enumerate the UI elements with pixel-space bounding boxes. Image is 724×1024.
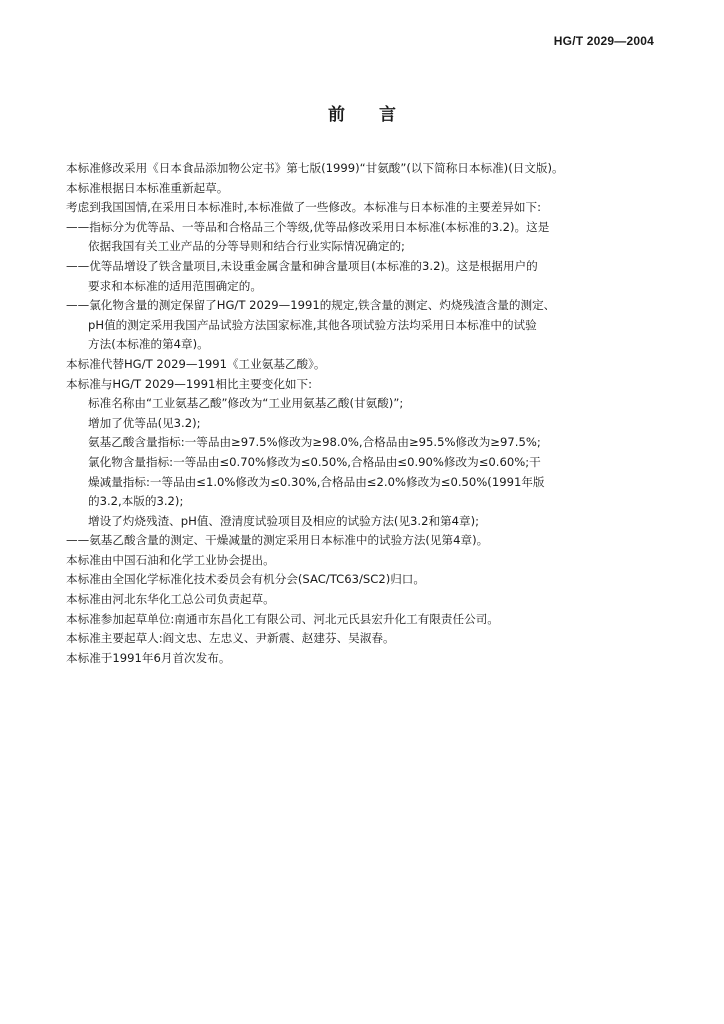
title-char-1: 前 <box>328 105 345 125</box>
title-char-2: 言 <box>379 105 396 125</box>
list-item-line: ——指标分为优等品、一等品和合格品三个等级,优等品修改采用日本标准(本标准的3.2)。这是 <box>66 219 550 234</box>
standard-code: HG/T 2029—2004 <box>553 34 654 48</box>
preface-body <box>66 159 666 668</box>
paragraph-line: 本标准由中国石油和化学工业协会提出。 <box>66 552 275 567</box>
list-item-line: ——氨基乙酸含量的测定、干燥减量的测定采用日本标准中的试验方法(见第4章)。 <box>66 533 489 548</box>
page-title <box>0 100 724 125</box>
paragraph-line: 本标准参加起草单位:南通市东昌化工有限公司、河北元氏县宏升化工有限责任公司。 <box>66 611 499 626</box>
change-item-continuation: 的3.2,本版的3.2); <box>88 494 184 509</box>
paragraph-line: 本标准由全国化学标准化技术委员会有机分会(SAC/TC63/SC2)归口。 <box>66 572 425 587</box>
change-item-continuation: 燥减量指标:一等品由≤1.0%修改为≤0.30%,合格品由≤2.0%修改为≤0.50%(1991年版 <box>88 474 545 489</box>
list-item-line: ——氯化物含量的测定保留了HG/T 2029—1991的规定,铁含量的测定、灼烧残渣含量的测定、 <box>66 298 556 313</box>
list-item-line: ——优等品增设了铁含量项目,未设重金属含量和砷含量项目(本标准的3.2)。这是根据用户的 <box>66 258 538 273</box>
paragraph-line: 本标准主要起草人:阎文忠、左忠义、尹新震、赵建芬、吴淑春。 <box>66 631 395 646</box>
list-item-continuation: 要求和本标准的适用范围确定的。 <box>88 278 262 293</box>
paragraph-line: 考虑到我国国情,在采用日本标准时,本标准做了一些修改。本标准与日本标准的主要差异如下: <box>66 200 542 215</box>
list-item-continuation: pH值的测定采用我国产品试验方法国家标准,其他各项试验方法均采用日本标准中的试验 <box>88 317 537 332</box>
change-item-line: 标准名称由“工业氨基乙酸”修改为“工业用氨基乙酸(甘氨酸)”; <box>88 396 404 411</box>
change-item-line: 氨基乙酸含量指标:一等品由≥97.5%修改为≥98.0%,合格品由≥95.5%修改为≥97.5%; <box>88 435 541 450</box>
paragraph-line: 本标准根据日本标准重新起草。 <box>66 180 229 195</box>
paragraph-line: 本标准由河北东华化工总公司负责起草。 <box>66 592 275 607</box>
change-item-line: 增设了灼烧残渣、pH值、澄清度试验项目及相应的试验方法(见3.2和第4章); <box>88 513 480 528</box>
change-item-line: 增加了优等品(见3.2); <box>88 415 201 430</box>
paragraph-line: 本标准代替HG/T 2029—1991《工业氨基乙酸》。 <box>66 356 326 371</box>
paragraph-line: 本标准修改采用《日本食品添加物公定书》第七版(1999)“甘氨酸”(以下简称日本标准)(日文版)。 <box>66 161 564 175</box>
list-item-continuation: 依据我国有关工业产品的分等导则和结合行业实际情况确定的; <box>88 239 405 254</box>
change-item-line: 氯化物含量指标:一等品由≤0.70%修改为≤0.50%,合格品由≤0.90%修改为≤0.60%;干 <box>88 454 541 469</box>
paragraph-line: 本标准与HG/T 2029—1991相比主要变化如下: <box>66 376 313 391</box>
list-item-continuation: 方法(本标准的第4章)。 <box>88 337 209 352</box>
paragraph-line: 本标准于1991年6月首次发布。 <box>66 650 231 665</box>
